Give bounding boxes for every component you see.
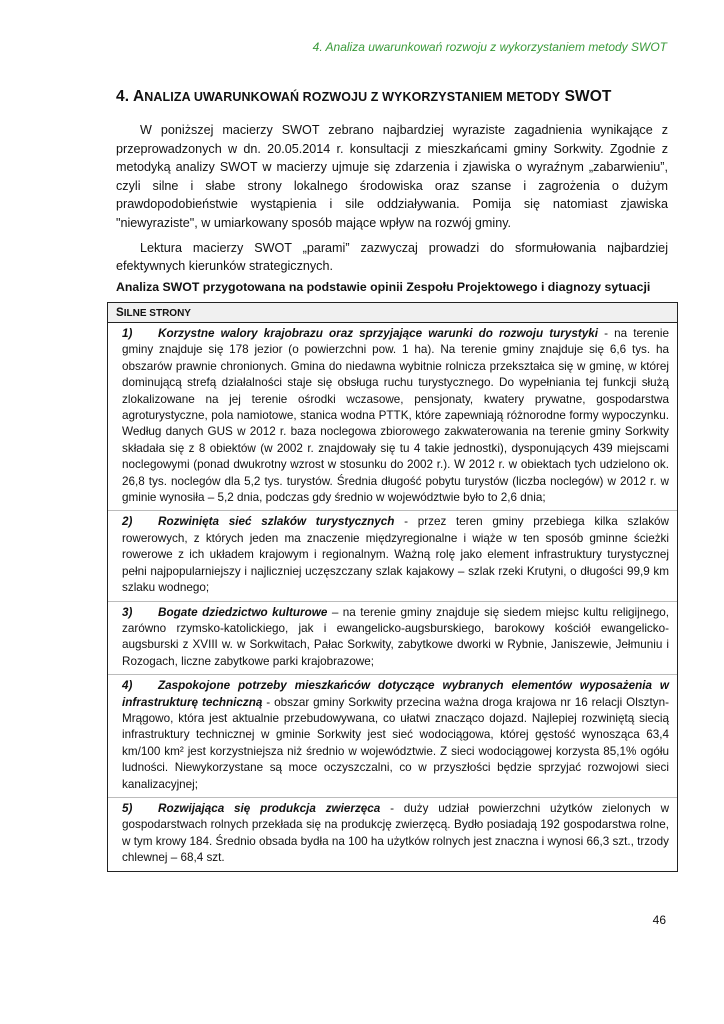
strength-item (108, 323, 677, 511)
item-text: - duży udział powierzchni użytków zielonych w gospodarstwach rolnych przekłada się na produkcję zwierzęcą. Bydło posiadają 192 gospodarstwa rolne, w tym krowy 184. Średnio obsada bydła na 100 ha użytków rolnych jest znaczna i wynosi 66,3 szt., trzody chlewnej – 68,4 szt. (122, 801, 670, 865)
swot-table (107, 302, 678, 872)
intro-paragraph-2: Lektura macierzy SWOT „parami” zazwyczaj prowadzi do sformułowania najbardziej efektywnych kierunków strategicznych. (116, 240, 668, 274)
intro-text (116, 121, 668, 282)
intro-paragraph-1: W poniższej macierzy SWOT zebrano najbardziej wyraziste zagadnienia wynikające z przeprowadzonych w dn. 20.05.2014 r. konsultacji z mieszkańcami gminy Sorkwity. Zgodnie z metodyką analizy SWOT w macierzy ujmuje się zdarzenia i zjawiska o wyraźnym „zabarwieniu”, czyli silne i słabe strony lokalnego środowiska oraz szanse i zagrożenia o dużym prawdopodobieństwie wystąpienia i sile oddziaływania. Pomija się natomiast zjawiska "niewyraziste", w umiarkowany sposób mające wpływ na rozwój gminy. (116, 123, 668, 230)
item-number: 1) (122, 327, 133, 340)
section-title-smallcaps: NALIZA UWARUNKOWAŃ ROZWOJU Z WYKORZYSTANIEM METODY (144, 90, 561, 104)
strength-item (108, 798, 677, 871)
strength-item (108, 602, 677, 676)
item-number: 4) (122, 679, 133, 693)
section-number: 4. (116, 88, 130, 105)
strengths-heading (108, 303, 677, 323)
item-text: - przez teren gminy przebiega kilka szlaków rowerowych, z których jeden ma znaczenie międzyregionalne i wiąże w ten sposób gminne ścieżki rowerowe z ich układem krajowym i regionalnym. Ważną rolę jako element infrastruktury turystycznej pełni najpopularniejszy i najliczniej uczęszczany szlak kajakowy – szlak rzeki Krutyni, o długości 99,9 km szlaku wodnego; (122, 515, 669, 595)
item-text: - na terenie gminy znajduje się 178 jezior (o powierzchni pow. 1 ha). Na terenie gminy znajduje się 6,6 tys. ha obszarów prawnie chronionych. Gmina do niedawna wybitnie rolnicza przekształca się w gminę, w której dominującą strefą działalności staje się obsługa ruchu turystycznego. Do wypełniania tej funkcji służą zlokalizowane na jej terenie ośrodki wczasowe, pensjonaty, kwatery prywatne, gospodarstwa agroturystyczne, pola namiotowe, stanica wodna PTTK, które zapewniają różnorodne formy wypoczynku. Według danych GUS w 2012 r. baza noclegowa zbiorowego zakwaterowania na terenie gminy Sorkwity składała się z 8 obiektów (w 2002 r. znajdowały się tu 4 takie jednostki), dysponujących 439 miejscami noclegowymi (ponad dwukrotny wzrost w stosunku do 2002 r.). W 2012 r. w obiektach tych udzielono ok. 26,8 tys. noclegów dla 5,2 tys. turystów. Średnia długość pobytu turystów (liczba noclegów) w 2012 r. w gminie wynosiła – 5,2 dnia, podczas gdy średnio w województwie było to 2,6 dnia; (122, 327, 669, 505)
table-caption: Analiza SWOT przygotowana na podstawie opinii Zespołu Projektowego i diagnozy sytuacji (116, 280, 651, 294)
item-number: 3) (122, 605, 133, 619)
item-number: 2) (122, 515, 133, 529)
strengths-heading-rest: ILNE STRONY (123, 308, 191, 319)
running-header: 4. Analiza uwarunkowań rozwoju z wykorzystaniem metody SWOT (312, 40, 667, 54)
item-lead: Rozwinięta sieć szlaków turystycznych (158, 515, 395, 529)
strength-item (108, 511, 677, 601)
section-title-swot: SWOT (564, 88, 612, 105)
item-number: 5) (122, 801, 133, 815)
item-lead: Bogate dziedzictwo kulturowe (158, 605, 328, 619)
strength-item (108, 675, 677, 798)
item-lead: Zaspokojone potrzeby mieszkańców dotyczące wybranych elementów wyposażenia w infrastrukturę techniczną (122, 679, 669, 709)
item-text: - obszar gminy Sorkwity przecina ważna droga krajowa nr 16 relacji Olsztyn-Mrągowo, która jest aktualnie przebudowywana, co ułatwi znacząco dojazd. Najlepiej rozwiniętą siecią infrastruktury technicznej w gminie Sorkwity jest sieć wodociągowa, której gęstość wynosząca 63,4 km/100 km² jest korzystniejsza niż średnio w województwie. Z sieci wodociągowej korzysta 85,1% ogółu ludności. Niewykorzystane są moce oczyszczalni, co w przyszłości będzie sprzyjać rozwojowi sieci kanalizacyjnej; (122, 695, 669, 791)
item-lead: Rozwijająca się produkcja zwierzęca (158, 801, 381, 815)
page-number: 46 (652, 913, 666, 927)
item-lead: Korzystne walory krajobrazu oraz sprzyjające warunki do rozwoju turystyki (158, 327, 598, 340)
section-title (116, 88, 676, 106)
section-title-initial: A (132, 88, 145, 105)
strengths-heading-initial: S (116, 306, 124, 319)
item-text: – na terenie gminy znajduje się siedem miejsc kultu religijnego, zarówno rzymsko-katolickiego, jak i ewangelicko-augsburskiego, barokowy kościół ewangelicko-augsburski z XVIII w. w Sorkwitach, Pałac Sorkwity, zabytkowe dworki w Rybnie, Janiszewie, Jełmuniu i Rozogach, liczne zabytkowe parki krajobrazowe; (122, 605, 669, 668)
